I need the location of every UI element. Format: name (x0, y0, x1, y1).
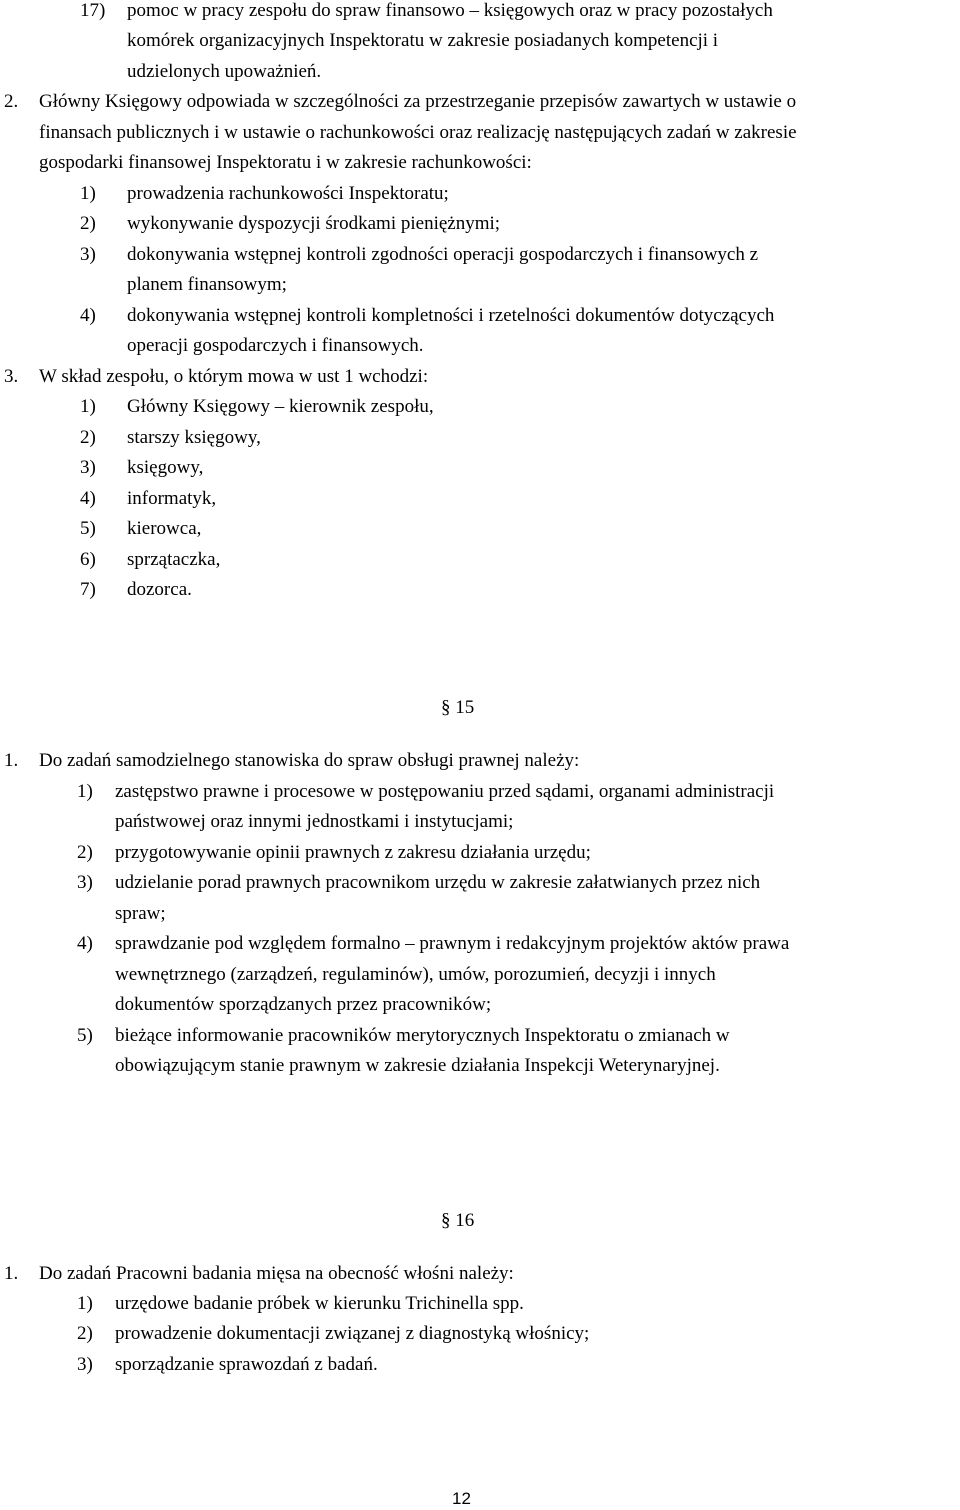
list-text-line: Główny Księgowy – kierownik zespołu, (127, 396, 434, 417)
list-text-line: dozorca. (127, 579, 192, 600)
list-text-line: komórek organizacyjnych Inspektoratu w zakresie posiadanych kompetencji i (127, 30, 719, 51)
list-number: 6) (80, 549, 96, 570)
list-text-line: dokonywania wstępnej kontroli kompletności i rzetelności dokumentów dotyczących (127, 305, 775, 326)
paragraph-text-line: finansach publicznych i w ustawie o rachunkowości oraz realizację następujących zadań w zakresie (39, 122, 797, 143)
paragraph-text-line: W skład zespołu, o którym mowa w ust 1 wchodzi: (39, 366, 429, 387)
list-number: 4) (80, 305, 96, 326)
list-text-line: obowiązującym stanie prawnym w zakresie działania Inspekcji Weterynaryjnej. (115, 1055, 720, 1076)
list-text-line: planem finansowym; (127, 274, 287, 295)
list-number: 17) (80, 0, 106, 21)
list-number: 1) (77, 781, 93, 802)
list-text-line: sprawdzanie pod względem formalno – prawnym i redakcyjnym projektów aktów prawa (115, 933, 790, 954)
list-number: 3) (80, 457, 96, 478)
list-text-line: dokonywania wstępnej kontroli zgodności operacji gospodarczych i finansowych z (127, 244, 759, 265)
list-number: 4) (80, 488, 96, 509)
list-text-line: informatyk, (127, 488, 217, 509)
list-text-line: udzielonych upoważnień. (127, 61, 322, 82)
paragraph-number: 1. (4, 1263, 19, 1284)
list-number: 5) (77, 1025, 93, 1046)
section-heading: § 16 (441, 1210, 475, 1231)
list-text-line: państwowej oraz innymi jednostkami i instytucjami; (115, 811, 514, 832)
list-number: 7) (80, 579, 96, 600)
list-number: 4) (77, 933, 93, 954)
paragraph-number: 1. (4, 750, 19, 771)
list-number: 2) (77, 842, 93, 863)
list-number: 3) (80, 244, 96, 265)
list-text-line: operacji gospodarczych i finansowych. (127, 335, 424, 356)
section-heading: § 15 (441, 697, 475, 718)
list-text-line: prowadzenie dokumentacji związanej z diagnostyką włośnicy; (115, 1323, 590, 1344)
list-text-line: bieżące informowanie pracowników merytorycznych Inspektoratu o zmianach w (115, 1025, 730, 1046)
list-number: 1) (77, 1293, 93, 1314)
list-number: 1) (80, 396, 96, 417)
list-text-line: przygotowywanie opinii prawnych z zakresu działania urzędu; (115, 842, 591, 863)
paragraph-text-line: Do zadań samodzielnego stanowiska do spraw obsługi prawnej należy: (39, 750, 580, 771)
list-text-line: udzielanie porad prawnych pracownikom urzędu w zakresie załatwianych przez nich (115, 872, 761, 893)
list-number: 3) (77, 1354, 93, 1375)
list-text-line: urzędowe badanie próbek w kierunku Trichinella spp. (115, 1293, 524, 1314)
list-text-line: pomoc w pracy zespołu do spraw finansowo – księgowych oraz w pracy pozostałych (127, 0, 773, 21)
list-text-line: zastępstwo prawne i procesowe w postępowaniu przed sądami, organami administracji (115, 781, 775, 802)
list-text-line: księgowy, (127, 457, 204, 478)
list-text-line: prowadzenia rachunkowości Inspektoratu; (127, 183, 449, 204)
list-text-line: starszy księgowy, (127, 427, 261, 448)
paragraph-number: 2. (4, 91, 19, 112)
list-text-line: kierowca, (127, 518, 202, 539)
list-number: 2) (80, 213, 96, 234)
list-text-line: dokumentów sporządzanych przez pracowników; (115, 994, 492, 1015)
paragraph-text-line: gospodarki finansowej Inspektoratu i w zakresie rachunkowości: (39, 152, 532, 173)
list-number: 1) (80, 183, 96, 204)
list-text-line: wykonywanie dyspozycji środkami pieniężnymi; (127, 213, 501, 234)
list-number: 2) (80, 427, 96, 448)
list-text-line: spraw; (115, 903, 166, 924)
list-text-line: sprzątaczka, (127, 549, 221, 570)
list-text-line: sporządzanie sprawozdań z badań. (115, 1354, 378, 1375)
paragraph-text-line: Główny Księgowy odpowiada w szczególności za przestrzeganie przepisów zawartych w ustawie o (39, 91, 797, 112)
paragraph-text-line: Do zadań Pracowni badania mięsa na obecność włośni należy: (39, 1263, 514, 1284)
list-number: 3) (77, 872, 93, 893)
list-number: 5) (80, 518, 96, 539)
paragraph-number: 3. (4, 366, 19, 387)
page-number: 12 (452, 1489, 471, 1508)
list-text-line: wewnętrznego (zarządzeń, regulaminów), umów, porozumień, decyzji i innych (115, 964, 716, 985)
list-number: 2) (77, 1323, 93, 1344)
